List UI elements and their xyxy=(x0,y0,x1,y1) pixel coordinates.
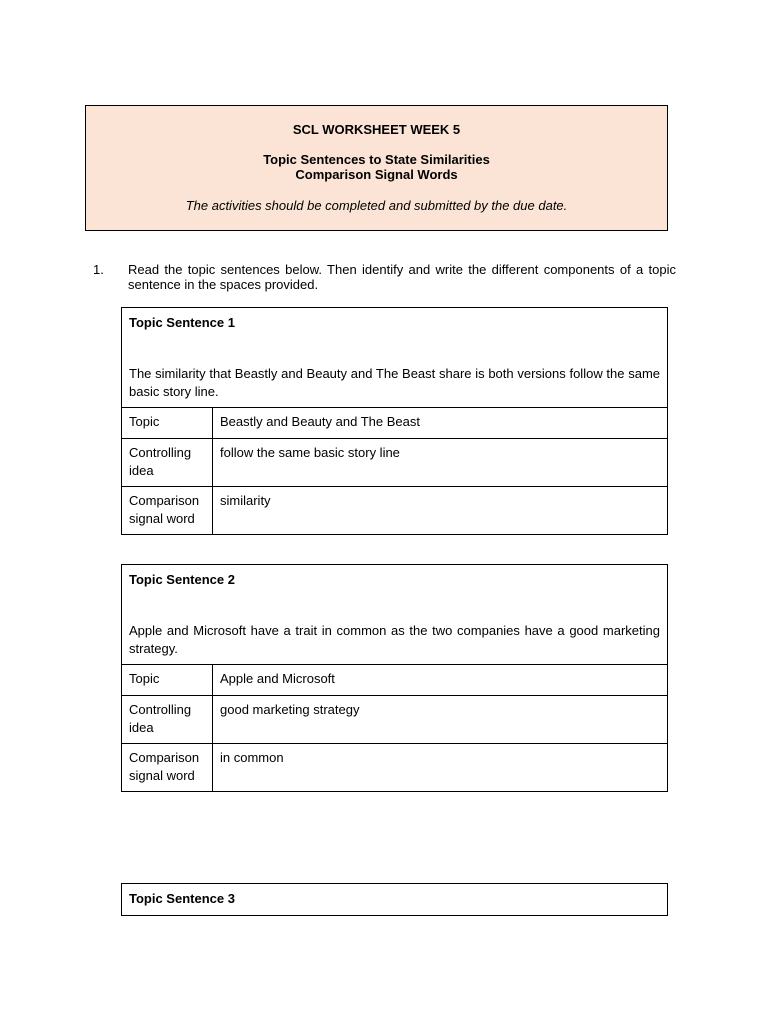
topic-sentence-header-cell xyxy=(122,565,668,665)
row-value: Apple and Microsoft xyxy=(213,665,668,696)
row-value: good marketing strategy xyxy=(213,696,668,744)
topic-sentence-text: Apple and Microsoft have a trait in common as the two companies have a good marketing strategy. xyxy=(129,623,660,656)
row-label: Topic xyxy=(122,665,213,696)
worksheet-subtitle-2: Comparison Signal Words xyxy=(295,167,458,182)
topic-sentence-table-1 xyxy=(121,307,668,535)
row-label: Controlling idea xyxy=(122,439,213,487)
topic-sentence-table-2 xyxy=(121,564,668,792)
table-row xyxy=(122,744,668,792)
worksheet-header xyxy=(85,105,668,231)
table-row xyxy=(122,696,668,744)
table-row xyxy=(122,408,668,439)
topic-sentence-header-cell xyxy=(122,884,668,916)
row-value: in common xyxy=(213,744,668,792)
topic-sentence-title: Topic Sentence 1 xyxy=(129,315,235,330)
row-label: Topic xyxy=(122,408,213,439)
row-value: follow the same basic story line xyxy=(213,439,668,487)
topic-sentence-title: Topic Sentence 2 xyxy=(129,572,235,587)
topic-sentence-title: Topic Sentence 3 xyxy=(129,891,235,906)
table-row xyxy=(122,665,668,696)
topic-sentence-header-cell xyxy=(122,308,668,408)
topic-sentence-table-3 xyxy=(121,883,668,916)
row-label: Comparison signal word xyxy=(122,487,213,535)
question-text: Read the topic sentences below. Then identify and write the different components of a topic sentence in the spaces provided. xyxy=(128,262,676,292)
row-value: Beastly and Beauty and The Beast xyxy=(213,408,668,439)
question-number: 1. xyxy=(93,262,104,277)
worksheet-subtitle-1: Topic Sentences to State Similarities xyxy=(263,152,490,167)
row-value: similarity xyxy=(213,487,668,535)
worksheet-note: The activities should be completed and submitted by the due date. xyxy=(185,198,568,213)
table-row xyxy=(122,439,668,487)
row-label: Controlling idea xyxy=(122,696,213,744)
table-row xyxy=(122,487,668,535)
worksheet-title: SCL WORKSHEET WEEK 5 xyxy=(292,122,461,137)
topic-sentence-text: The similarity that Beastly and Beauty and The Beast share is both versions follow the same basic story line. xyxy=(129,366,660,399)
row-label: Comparison signal word xyxy=(122,744,213,792)
